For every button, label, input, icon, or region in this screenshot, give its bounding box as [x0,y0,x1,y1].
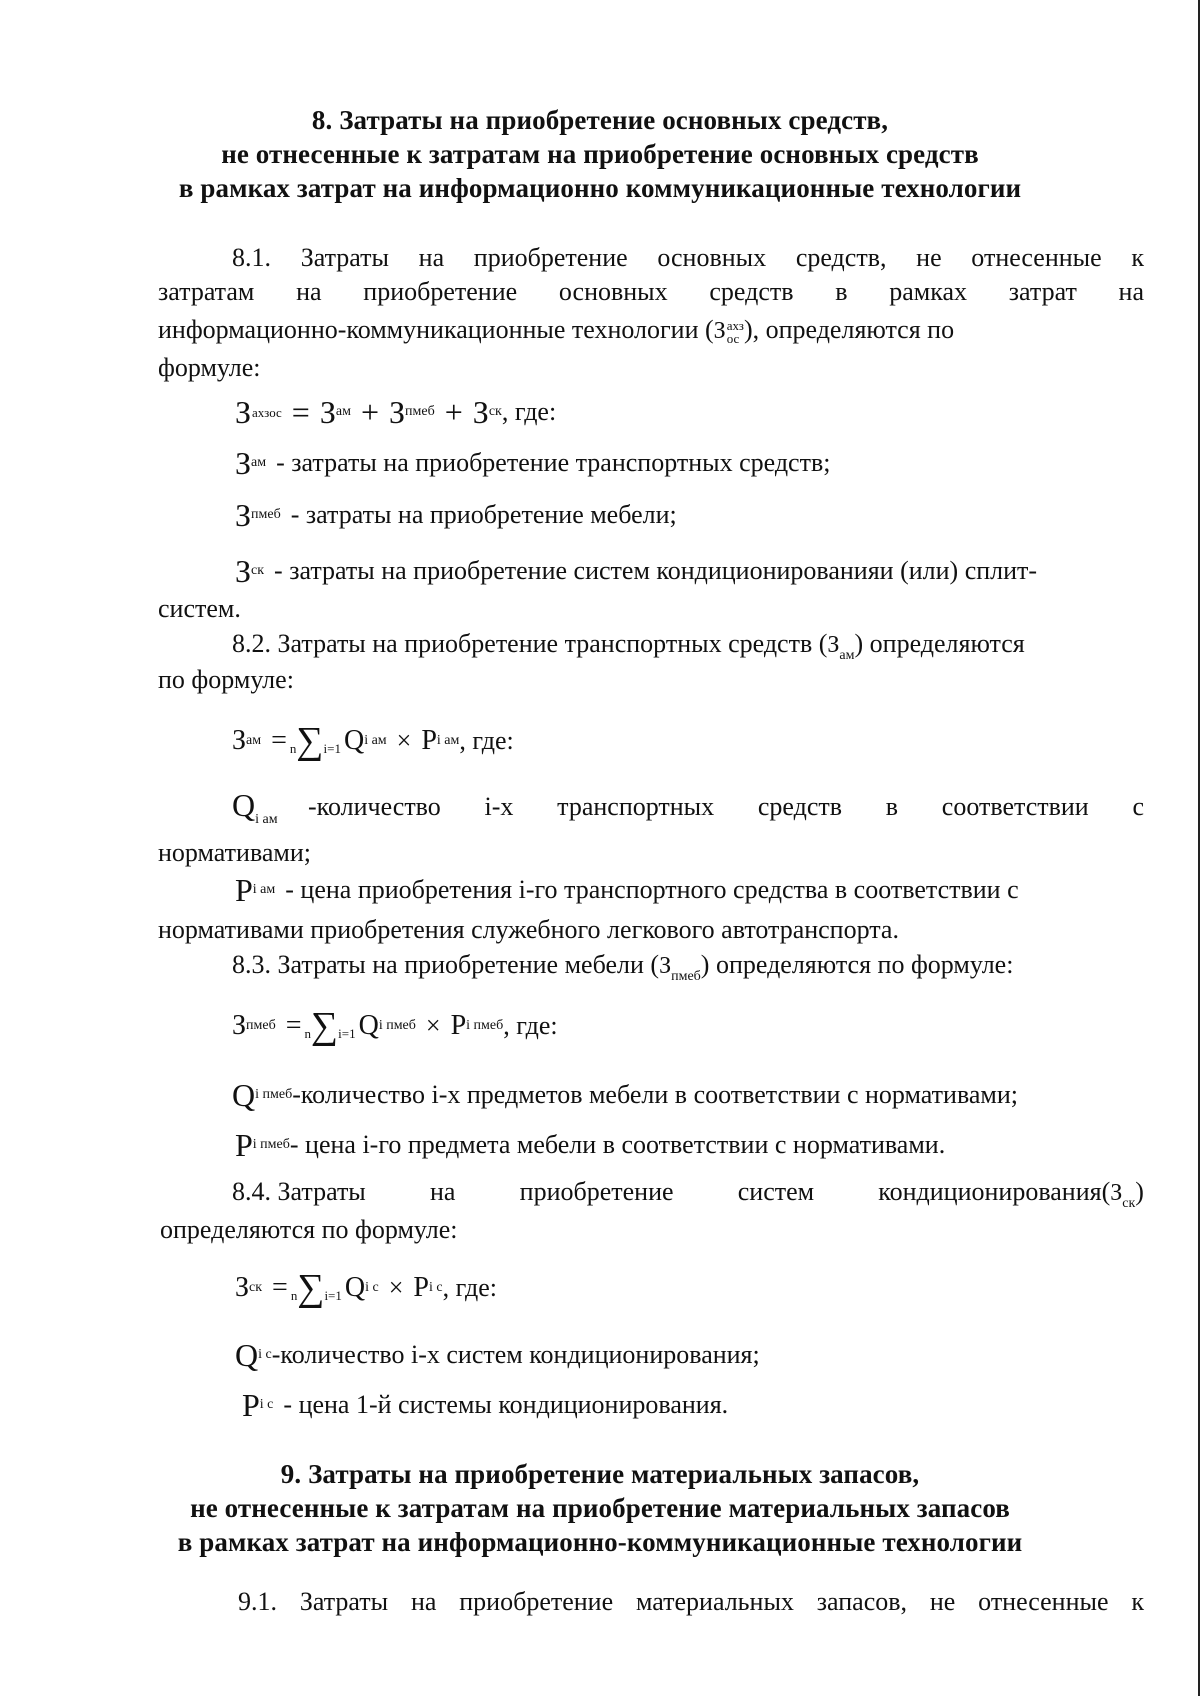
heading-line: не отнесенные к затратам на приобретение основных средств [221,139,979,169]
p91-line1: 9.1. Затраты на приобретение материальных запасов, не отнесенные к [238,1587,1144,1616]
formula-2: З ам = n∑i=1 Q i ам × P i ам , где: [232,720,514,762]
heading-line: 9. Затраты на приобретение материальных запасов, [280,1459,920,1489]
heading-line: 8. Затраты на приобретение основных средств, [311,105,889,135]
section-9-heading [0,1457,1200,1559]
p-am-line2: нормативами приобретения служебного легкового автотранспорта. [158,915,899,944]
p83-line: 8.3. Затраты на приобретение мебели $(З_{пмеб})$ определяются по формуле: [232,950,1014,984]
p82-line1: 8.2. Затраты на приобретение транспортных средств $(З_{ам})$ определяются [232,629,1025,663]
sum-symbol: n∑i=1 [289,720,341,762]
sum-symbol: n∑i=1 [290,1267,342,1309]
p81-line3 [158,315,1144,346]
def-am: З ам - затраты на приобретение транспортных средств; [235,445,831,481]
p81-line1: 8.1. Затраты на приобретение основных средств, не отнесенные к [232,243,1144,272]
q-am-line1: $Q_{i ам}$ -количество i-х транспортных средств в соответствии с [232,787,1144,827]
p81-line3-text: информационно-коммуникационные технологии (З ахз ос ), определяются по [158,315,955,347]
sup-sub: ахзос [252,404,282,420]
formula-3: З пмеб = n∑i=1 Q i пмеб × P i пмеб , где: [232,1005,558,1047]
formula-1: З ахзос = З ам + З пмеб + З ск , где: [235,394,557,430]
p84-line1: 8.4. Затраты на приобретение систем $кондиционирования(З_{ск})$ [232,1177,1144,1211]
heading-line: в рамках затрат на информационно-коммуникационные технологии [177,1527,1023,1557]
symbol-z: З [235,394,252,430]
q-ic: Q i с -количество i-х систем кондиционирования; [235,1337,760,1373]
def-pmeb: З пмеб - затраты на приобретение мебели; [235,497,677,533]
section-8-heading [0,103,1200,205]
heading-line: не отнесенные к затратам на приобретение материальных запасов [190,1493,1010,1523]
p-pmeb: P i пмеб - цена i-го предмета мебели в соответствии с нормативами. [235,1127,946,1163]
p82-line2: по формуле: [158,665,294,694]
q-pmeb: Q i пмеб -количество i-х предметов мебели в соответствии с нормативами; [232,1077,1019,1113]
p81-line2: затратам на приобретение основных средств в рамках затрат на [158,277,1144,306]
heading-line: в рамках затрат на информационно коммуникационные технологии [178,173,1022,203]
def-sk-line2: систем. [158,594,241,623]
q-am-line2: нормативами; [158,838,312,867]
p-am-line1: P i ам - цена приобретения i-го транспортного средства в соответствии с [235,872,1019,908]
def-sk: З ск - затраты на приобретение систем кондиционированияи (или) сплит- [235,553,1038,589]
p81-line4: формуле: [158,353,261,382]
formula-4: З ск = n∑i=1 Q i с × P i с , где: [235,1267,497,1309]
p84-line2: определяются по формуле: [160,1215,458,1244]
sum-symbol: n∑i=1 [304,1005,356,1047]
p-ic: P i с - цена 1-й системы кондиционирования. [242,1387,729,1423]
